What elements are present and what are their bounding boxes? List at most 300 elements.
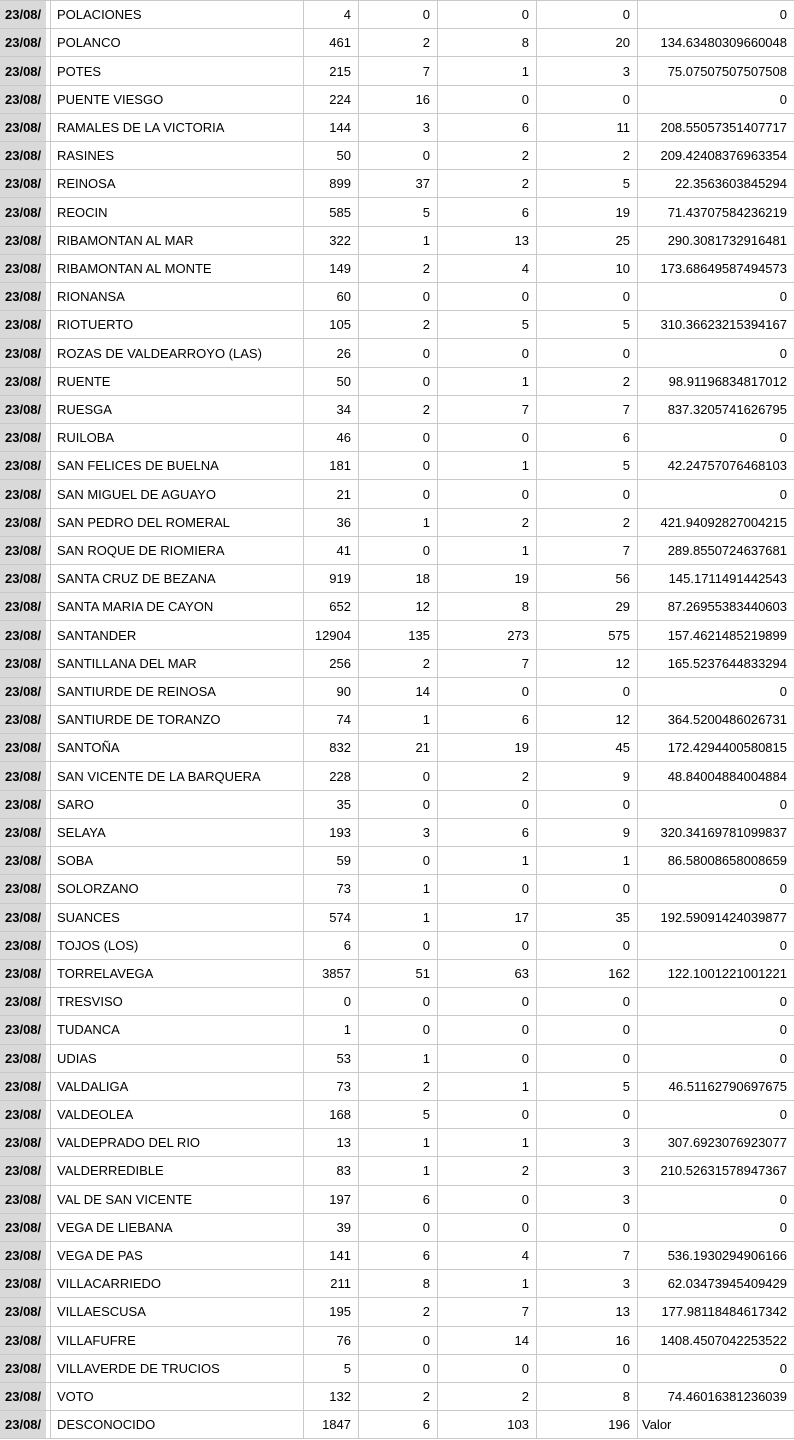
- rate-cell: 145.1711491442543: [668, 571, 787, 587]
- value-cell-4: 2: [537, 142, 638, 169]
- value-cell-4: 3: [537, 1270, 638, 1297]
- value-cell-1: 322: [304, 227, 359, 254]
- value-cell-1: 1847: [304, 1411, 359, 1438]
- value-cell-3: 0: [438, 1045, 537, 1072]
- value-cell-3: 0: [438, 1214, 537, 1241]
- value-cell-2: 2: [359, 255, 438, 282]
- value-cell-1: 585: [304, 198, 359, 225]
- value-cell-4: 0: [537, 932, 638, 959]
- value-cell-1: 26: [304, 339, 359, 366]
- date-cell: [0, 932, 51, 959]
- value-cell-4: 16: [537, 1327, 638, 1354]
- value-cell-4: 0: [537, 1101, 638, 1128]
- date-label: 23/08/: [0, 1073, 46, 1100]
- value-cell-3: 13: [438, 227, 537, 254]
- value-cell-1: 35: [304, 791, 359, 818]
- value-cell-2: 1: [359, 227, 438, 254]
- date-cell: [0, 311, 51, 338]
- date-label: 23/08/: [0, 988, 46, 1015]
- rate-cell: 165.5237644833294: [667, 655, 787, 671]
- table-row: [0, 170, 794, 198]
- value-cell-2: 2: [359, 1073, 438, 1100]
- date-cell: [0, 114, 51, 141]
- value-cell-3: 7: [438, 1298, 537, 1325]
- value-cell-4: 7: [537, 537, 638, 564]
- rate-cell: 0: [779, 1107, 787, 1123]
- table-row: [0, 142, 794, 170]
- date-label: 23/08/: [0, 1270, 46, 1297]
- value-cell-4: 7: [537, 1242, 638, 1269]
- date-cell: [0, 1016, 51, 1043]
- value-cell-3: 0: [438, 339, 537, 366]
- value-cell-3: 6: [438, 706, 537, 733]
- value-cell-3: 0: [438, 283, 537, 310]
- date-label: 23/08/: [0, 1298, 46, 1325]
- municipality-cell: RIBAMONTAN AL MAR: [51, 227, 304, 254]
- date-label: 23/08/: [0, 565, 46, 592]
- municipality-cell: TORRELAVEGA: [51, 960, 304, 987]
- date-cell: [0, 283, 51, 310]
- value-cell-3: 2: [438, 1383, 537, 1410]
- municipality-cell: RUENTE: [51, 368, 304, 395]
- value-cell-4: 19: [537, 198, 638, 225]
- value-cell-1: 5: [304, 1355, 359, 1382]
- rate-cell: 48.84004884004884: [667, 768, 787, 784]
- value-cell-2: 0: [359, 932, 438, 959]
- date-cell: [0, 198, 51, 225]
- value-cell-1: 832: [304, 734, 359, 761]
- value-cell-1: 12904: [304, 621, 359, 648]
- value-cell-2: 7: [359, 57, 438, 84]
- municipality-cell: SAN MIGUEL DE AGUAYO: [51, 480, 304, 507]
- date-label: 23/08/: [0, 86, 46, 113]
- table-row: [0, 1411, 794, 1439]
- value-cell-3: 1: [438, 1270, 537, 1297]
- rate-cell: 134.63480309660048: [660, 35, 787, 51]
- date-cell: [0, 988, 51, 1015]
- date-label: 23/08/: [0, 339, 46, 366]
- date-cell: [0, 255, 51, 282]
- value-cell-2: 21: [359, 734, 438, 761]
- value-cell-2: 0: [359, 847, 438, 874]
- municipality-cell: VAL DE SAN VICENTE: [51, 1186, 304, 1213]
- table-row: [0, 988, 794, 1016]
- date-cell: [0, 368, 51, 395]
- value-cell-4: 3: [537, 1186, 638, 1213]
- value-cell-3: 6: [438, 198, 537, 225]
- value-cell-2: 0: [359, 1214, 438, 1241]
- value-cell-3: 19: [438, 734, 537, 761]
- value-cell-3: 0: [438, 1016, 537, 1043]
- value-cell-1: 39: [304, 1214, 359, 1241]
- date-cell: [0, 452, 51, 479]
- value-cell-1: 76: [304, 1327, 359, 1354]
- date-label: 23/08/: [0, 734, 46, 761]
- table-row: [0, 593, 794, 621]
- rate-cell: 208.55057351407717: [660, 119, 787, 135]
- value-cell-2: 1: [359, 1129, 438, 1156]
- rate-cell: 75.07507507507508: [667, 63, 787, 79]
- value-cell-1: 149: [304, 255, 359, 282]
- table-row: [0, 114, 794, 142]
- value-cell-3: 1: [438, 452, 537, 479]
- rate-cell: 1408.4507042253522: [660, 1332, 787, 1348]
- value-cell-2: 0: [359, 988, 438, 1015]
- value-cell-4: 5: [537, 1073, 638, 1100]
- value-cell-1: 193: [304, 819, 359, 846]
- table-row: [0, 1383, 794, 1411]
- table-row: [0, 932, 794, 960]
- value-cell-4: 6: [537, 424, 638, 451]
- value-cell-3: 0: [438, 480, 537, 507]
- rate-cell: 0: [779, 1360, 787, 1376]
- table-row: [0, 621, 794, 649]
- value-cell-3: 2: [438, 170, 537, 197]
- date-label: 23/08/: [0, 1242, 46, 1269]
- date-cell: [0, 1157, 51, 1184]
- date-label: 23/08/: [0, 1157, 46, 1184]
- date-label: 23/08/: [0, 1101, 46, 1128]
- municipality-cell: SANTA CRUZ DE BEZANA: [51, 565, 304, 592]
- municipality-cell: POLACIONES: [51, 1, 304, 28]
- value-cell-3: 0: [438, 424, 537, 451]
- value-cell-1: 41: [304, 537, 359, 564]
- value-cell-1: 224: [304, 86, 359, 113]
- rate-cell: 157.4621485219899: [667, 627, 787, 643]
- value-cell-4: 0: [537, 988, 638, 1015]
- rate-cell: 0: [779, 796, 787, 812]
- value-cell-3: 8: [438, 29, 537, 56]
- date-cell: [0, 960, 51, 987]
- value-cell-4: 7: [537, 396, 638, 423]
- value-cell-1: 60: [304, 283, 359, 310]
- table-row: [0, 509, 794, 537]
- date-label: 23/08/: [0, 255, 46, 282]
- municipality-cell: TUDANCA: [51, 1016, 304, 1043]
- value-cell-4: 0: [537, 875, 638, 902]
- date-cell: [0, 593, 51, 620]
- date-label: 23/08/: [0, 706, 46, 733]
- rate-cell: 0: [779, 7, 787, 23]
- date-label: 23/08/: [0, 29, 46, 56]
- municipality-cell: SAN ROQUE DE RIOMIERA: [51, 537, 304, 564]
- value-cell-1: 168: [304, 1101, 359, 1128]
- date-label: 23/08/: [0, 1383, 46, 1410]
- date-cell: [0, 1129, 51, 1156]
- municipality-cell: SAN PEDRO DEL ROMERAL: [51, 509, 304, 536]
- municipality-cell: RASINES: [51, 142, 304, 169]
- date-cell: [0, 227, 51, 254]
- rate-cell: 209.42408376963354: [660, 148, 787, 164]
- date-label: 23/08/: [0, 57, 46, 84]
- date-label: 23/08/: [0, 452, 46, 479]
- value-cell-3: 4: [438, 1242, 537, 1269]
- rate-cell: 837.3205741626795: [667, 401, 787, 417]
- municipality-cell: TOJOS (LOS): [51, 932, 304, 959]
- date-cell: [0, 621, 51, 648]
- rate-cell: 0: [779, 345, 787, 361]
- municipality-cell: VEGA DE LIEBANA: [51, 1214, 304, 1241]
- value-cell-2: 2: [359, 1383, 438, 1410]
- municipality-cell: RIOTUERTO: [51, 311, 304, 338]
- table-row: [0, 452, 794, 480]
- rate-cell: 320.34169781099837: [660, 824, 787, 840]
- municipality-cell: VEGA DE PAS: [51, 1242, 304, 1269]
- value-cell-4: 575: [537, 621, 638, 648]
- date-label: 23/08/: [0, 311, 46, 338]
- date-cell: [0, 1298, 51, 1325]
- table-row: [0, 424, 794, 452]
- table-row: [0, 1, 794, 29]
- date-cell: [0, 339, 51, 366]
- date-cell: [0, 678, 51, 705]
- value-cell-1: 50: [304, 368, 359, 395]
- value-cell-1: 211: [304, 1270, 359, 1297]
- value-cell-3: 1: [438, 537, 537, 564]
- value-cell-2: 5: [359, 1101, 438, 1128]
- value-cell-4: 35: [537, 904, 638, 931]
- municipality-cell: VALDALIGA: [51, 1073, 304, 1100]
- municipality-cell: VOTO: [51, 1383, 304, 1410]
- rate-cell: 0: [779, 994, 787, 1010]
- date-cell: [0, 1327, 51, 1354]
- rate-cell: 177.98118484617342: [661, 1304, 787, 1320]
- date-cell: [0, 565, 51, 592]
- value-cell-2: 0: [359, 424, 438, 451]
- municipality-cell: SANTA MARIA DE CAYON: [51, 593, 304, 620]
- value-cell-2: 2: [359, 1298, 438, 1325]
- value-cell-2: 12: [359, 593, 438, 620]
- date-cell: [0, 57, 51, 84]
- value-cell-2: 5: [359, 198, 438, 225]
- date-label: 23/08/: [0, 932, 46, 959]
- date-cell: [0, 86, 51, 113]
- value-cell-1: 34: [304, 396, 359, 423]
- value-cell-1: 574: [304, 904, 359, 931]
- date-label: 23/08/: [0, 170, 46, 197]
- table-row: [0, 1298, 794, 1326]
- date-cell: [0, 170, 51, 197]
- value-cell-2: 1: [359, 1045, 438, 1072]
- value-cell-3: 2: [438, 762, 537, 789]
- date-cell: [0, 1214, 51, 1241]
- rate-cell: 0: [779, 683, 787, 699]
- municipality-cell: VILLACARRIEDO: [51, 1270, 304, 1297]
- date-cell: [0, 1073, 51, 1100]
- value-cell-1: 141: [304, 1242, 359, 1269]
- value-cell-4: 29: [537, 593, 638, 620]
- value-cell-4: 9: [537, 762, 638, 789]
- value-cell-2: 0: [359, 142, 438, 169]
- value-cell-1: 3857: [304, 960, 359, 987]
- value-cell-3: 14: [438, 1327, 537, 1354]
- value-cell-3: 1: [438, 1129, 537, 1156]
- value-cell-1: 36: [304, 509, 359, 536]
- table-row: [0, 1242, 794, 1270]
- table-row: [0, 1214, 794, 1242]
- date-cell: [0, 1186, 51, 1213]
- value-cell-4: 45: [537, 734, 638, 761]
- date-label: 23/08/: [0, 791, 46, 818]
- value-cell-4: 0: [537, 339, 638, 366]
- value-cell-3: 0: [438, 932, 537, 959]
- rate-cell: 22.3563603845294: [674, 176, 787, 192]
- table-row: [0, 480, 794, 508]
- value-cell-2: 51: [359, 960, 438, 987]
- municipality-cell: SOLORZANO: [51, 875, 304, 902]
- date-cell: [0, 29, 51, 56]
- date-label: 23/08/: [0, 1129, 46, 1156]
- value-cell-2: 0: [359, 339, 438, 366]
- rate-cell: 0: [779, 430, 787, 446]
- value-cell-2: 3: [359, 819, 438, 846]
- municipality-cell: TRESVISO: [51, 988, 304, 1015]
- table-row: [0, 960, 794, 988]
- municipality-cell: RIONANSA: [51, 283, 304, 310]
- date-cell: [0, 1045, 51, 1072]
- value-cell-4: 162: [537, 960, 638, 987]
- value-cell-3: 0: [438, 791, 537, 818]
- table-row: [0, 57, 794, 85]
- rate-cell: 0: [779, 1191, 787, 1207]
- table-row: [0, 1186, 794, 1214]
- date-cell: [0, 480, 51, 507]
- value-cell-2: 6: [359, 1242, 438, 1269]
- value-cell-4: 3: [537, 57, 638, 84]
- table-row: [0, 1157, 794, 1185]
- value-cell-1: 73: [304, 875, 359, 902]
- value-cell-1: 195: [304, 1298, 359, 1325]
- value-cell-2: 0: [359, 452, 438, 479]
- table-row: [0, 791, 794, 819]
- date-label: 23/08/: [0, 396, 46, 423]
- value-cell-3: 2: [438, 509, 537, 536]
- value-cell-3: 1: [438, 847, 537, 874]
- value-cell-2: 1: [359, 875, 438, 902]
- value-cell-2: 2: [359, 396, 438, 423]
- municipality-cell: SANTILLANA DEL MAR: [51, 650, 304, 677]
- value-cell-2: 3: [359, 114, 438, 141]
- date-cell: [0, 791, 51, 818]
- table-row: [0, 311, 794, 339]
- municipality-cell: RAMALES DE LA VICTORIA: [51, 114, 304, 141]
- value-cell-4: 20: [537, 29, 638, 56]
- value-cell-1: 13: [304, 1129, 359, 1156]
- date-label: 23/08/: [0, 198, 46, 225]
- municipality-cell: SARO: [51, 791, 304, 818]
- value-cell-1: 461: [304, 29, 359, 56]
- value-cell-4: 0: [537, 480, 638, 507]
- date-cell: [0, 1101, 51, 1128]
- value-cell-2: 18: [359, 565, 438, 592]
- municipality-cell: UDIAS: [51, 1045, 304, 1072]
- value-cell-1: 90: [304, 678, 359, 705]
- value-cell-3: 2: [438, 142, 537, 169]
- value-cell-1: 0: [304, 988, 359, 1015]
- value-cell-2: 37: [359, 170, 438, 197]
- date-label: 23/08/: [0, 1327, 46, 1354]
- rate-cell: 98.91196834817012: [668, 373, 787, 389]
- value-cell-2: 0: [359, 480, 438, 507]
- date-cell: [0, 1383, 51, 1410]
- rate-cell: 0: [779, 91, 787, 107]
- date-label: 23/08/: [0, 819, 46, 846]
- value-cell-4: 12: [537, 706, 638, 733]
- municipality-cell: SUANCES: [51, 904, 304, 931]
- value-cell-1: 197: [304, 1186, 359, 1213]
- rate-cell: 192.59091424039877: [660, 909, 787, 925]
- date-label: 23/08/: [0, 762, 46, 789]
- date-label: 23/08/: [0, 875, 46, 902]
- date-label: 23/08/: [0, 283, 46, 310]
- rate-cell: 310.36623215394167: [660, 317, 787, 333]
- municipality-cell: VALDEPRADO DEL RIO: [51, 1129, 304, 1156]
- value-cell-1: 50: [304, 142, 359, 169]
- municipality-cell: ROZAS DE VALDEARROYO (LAS): [51, 339, 304, 366]
- rate-cell: 122.1001221001221: [667, 966, 787, 981]
- date-cell: [0, 734, 51, 761]
- value-cell-4: 0: [537, 678, 638, 705]
- value-cell-3: 0: [438, 1101, 537, 1128]
- date-label: 23/08/: [0, 480, 46, 507]
- value-cell-2: 2: [359, 311, 438, 338]
- value-cell-3: 0: [438, 1186, 537, 1213]
- table-row: [0, 819, 794, 847]
- value-cell-4: 56: [537, 565, 638, 592]
- date-cell: [0, 706, 51, 733]
- value-cell-2: 0: [359, 1016, 438, 1043]
- value-cell-4: 0: [537, 1355, 638, 1382]
- value-cell-2: 0: [359, 762, 438, 789]
- date-label: 23/08/: [0, 904, 46, 931]
- rate-cell: 71.43707584236219: [667, 204, 787, 220]
- value-cell-3: 0: [438, 1, 537, 28]
- value-cell-2: 16: [359, 86, 438, 113]
- value-cell-3: 7: [438, 396, 537, 423]
- value-cell-2: 135: [359, 621, 438, 648]
- value-cell-3: 0: [438, 1355, 537, 1382]
- municipality-cell: RUILOBA: [51, 424, 304, 451]
- value-cell-2: 0: [359, 537, 438, 564]
- value-cell-1: 53: [304, 1045, 359, 1072]
- table-row: [0, 904, 794, 932]
- date-label: 23/08/: [0, 114, 46, 141]
- date-cell: [0, 537, 51, 564]
- municipality-cell: SELAYA: [51, 819, 304, 846]
- value-cell-4: 196: [537, 1411, 638, 1438]
- table-row: [0, 1101, 794, 1129]
- table-row: [0, 368, 794, 396]
- rate-cell: 173.68649587494573: [660, 260, 787, 276]
- municipality-cell: POLANCO: [51, 29, 304, 56]
- value-cell-1: 74: [304, 706, 359, 733]
- municipality-cell: SANTIURDE DE TORANZO: [51, 706, 304, 733]
- value-cell-4: 0: [537, 1016, 638, 1043]
- rate-cell: 62.03473945409429: [667, 1276, 787, 1292]
- value-cell-1: 4: [304, 1, 359, 28]
- value-cell-4: 11: [537, 114, 638, 141]
- value-cell-2: 1: [359, 706, 438, 733]
- date-cell: [0, 762, 51, 789]
- value-cell-2: 8: [359, 1270, 438, 1297]
- table-row: [0, 565, 794, 593]
- table-row: [0, 283, 794, 311]
- table-row: [0, 255, 794, 283]
- value-cell-4: 5: [537, 452, 638, 479]
- value-cell-1: 899: [304, 170, 359, 197]
- table-row: [0, 1355, 794, 1383]
- municipality-cell: VILLAVERDE DE TRUCIOS: [51, 1355, 304, 1382]
